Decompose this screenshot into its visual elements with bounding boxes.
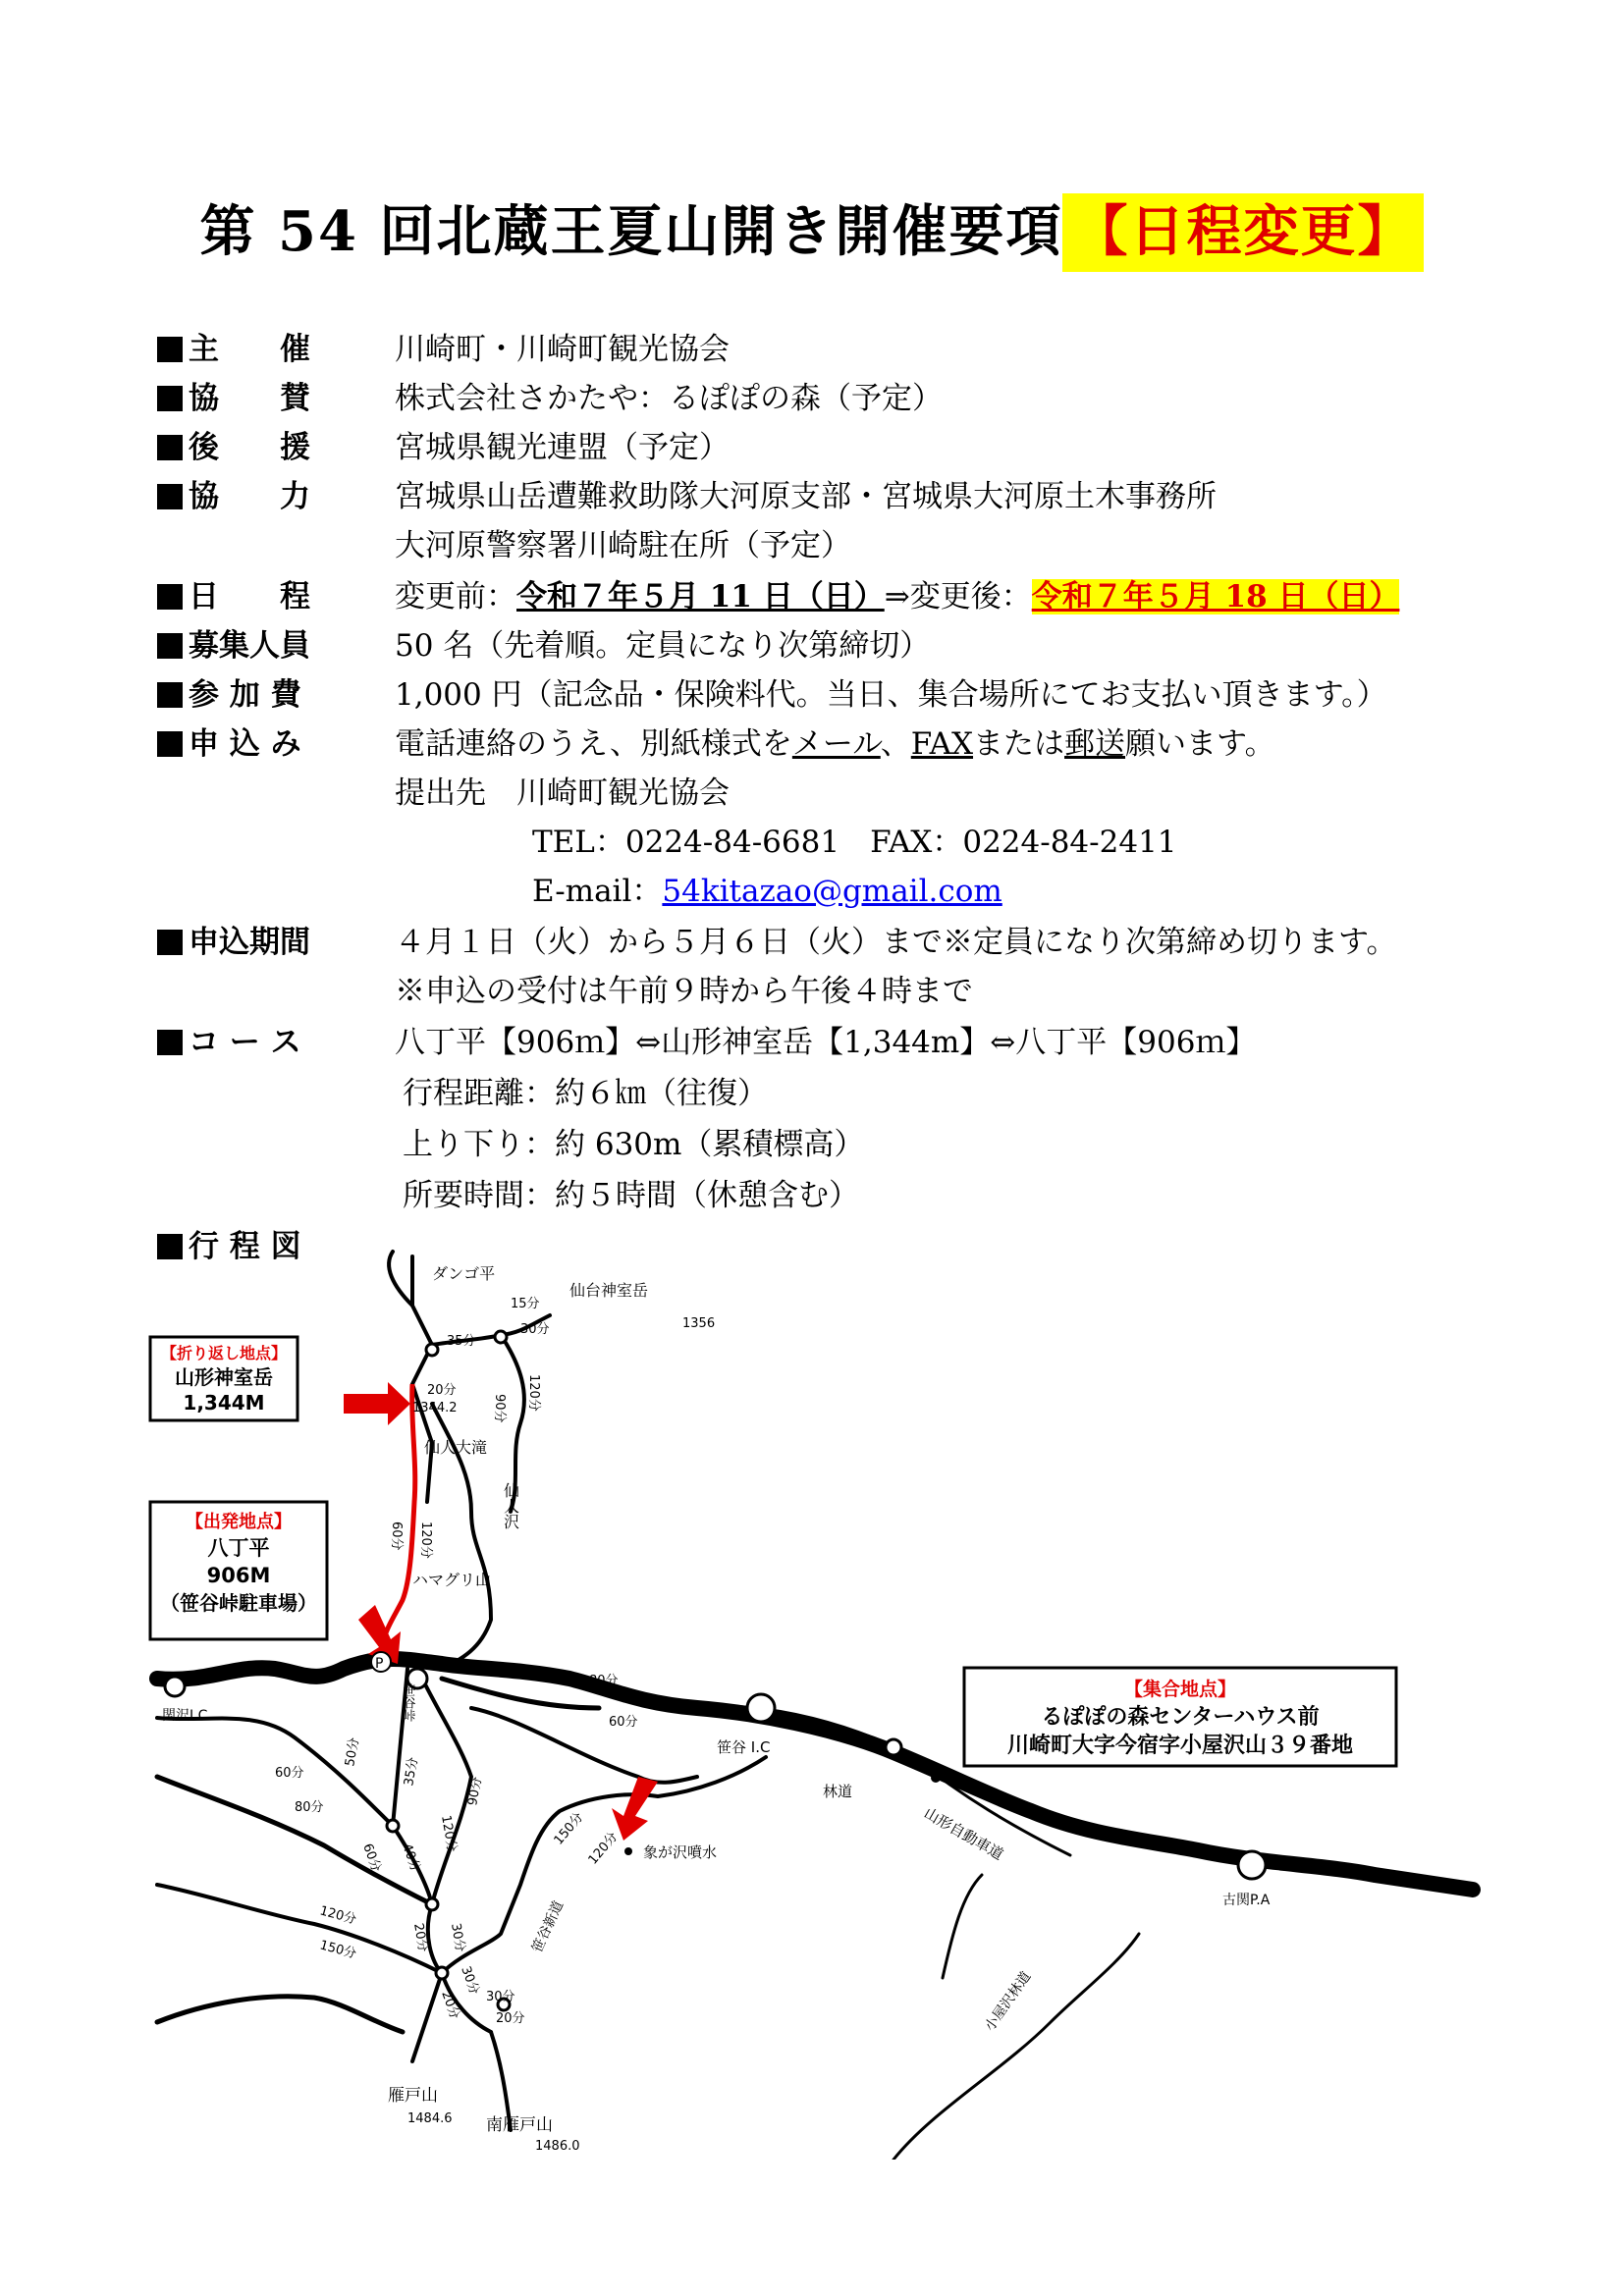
start-box-tag: 【出発地点】: [186, 1512, 292, 1532]
page-title: [0, 188, 1624, 267]
row-apply: [157, 724, 1581, 764]
map-sendai-kamuro: 仙台神室岳: [569, 1281, 649, 1300]
value-coop-2: 大河原警察署川崎駐在所（予定）: [395, 528, 851, 563]
map-minami-ganto: 南雁戸山: [486, 2115, 553, 2135]
meet-box-line2: 川崎町大字今宿字小屋沢山３９番地: [1006, 1734, 1354, 1758]
row-submit: [157, 774, 1581, 813]
arrow-turn-icon: [344, 1382, 410, 1425]
date-after: 令和７年５月 18 日（日）: [1031, 579, 1400, 614]
map-h14846: 1484.6: [407, 2111, 453, 2126]
label-course: コ ー ス: [157, 1023, 373, 1062]
value-tel: TEL：0224-84-6681 FAX：0224-84-2411: [532, 825, 1177, 860]
row-capacity: [157, 626, 1581, 666]
value-distance: 行程距離：約６㎞（往復）: [403, 1076, 768, 1111]
map-time: 120分: [438, 1814, 460, 1853]
road-g: [157, 1885, 442, 1973]
road-b: [157, 1777, 432, 1904]
road-kosawa-2: [893, 1934, 1139, 2160]
map-sasaya-ic: 笹谷 I.C: [717, 1738, 771, 1756]
label-coop: 協 力: [157, 477, 373, 516]
value-submit: 提出先 川崎町観光協会: [395, 775, 730, 811]
row-coop: [157, 477, 1581, 516]
map-h14860: 1486.0: [535, 2139, 580, 2154]
bullet-square-icon: [157, 633, 183, 659]
map-time: 20分: [496, 2011, 525, 2026]
row-tel: [157, 823, 1581, 862]
row-course: [157, 1023, 1581, 1062]
bullet-square-icon: [157, 1030, 183, 1055]
road-l: [471, 1708, 697, 1783]
route-map: [147, 1247, 1492, 2160]
map-time: 80分: [589, 1674, 619, 1688]
bullet-square-icon: [157, 484, 183, 509]
value-period-note: ※申込の受付は午前９時から午後４時まで: [395, 974, 973, 1009]
label-support: 後 援: [157, 428, 373, 467]
arrow-meet-icon: [612, 1777, 658, 1841]
map-time: 90分: [492, 1394, 507, 1423]
value-capacity: 50 名（先着順。定員になり次第締切）: [395, 628, 931, 664]
map-time: 20分: [427, 1383, 457, 1398]
map-h1356: 1356: [682, 1316, 716, 1331]
map-sekizawa: 関沢I.C: [162, 1708, 208, 1724]
value-schedule: 変更前：令和７年５月 11 日（日）⇒変更後：令和７年５月 18 日（日）: [395, 579, 1400, 614]
road-h: [157, 1997, 403, 2032]
map-time: 120分: [585, 1829, 622, 1868]
label-map-heading: 行 程 図: [157, 1227, 373, 1266]
map-sasaya-shindo: 笹谷新道: [529, 1898, 568, 1955]
map-time: 120分: [418, 1522, 433, 1559]
map-time: 50分: [343, 1735, 363, 1768]
row-elevation: [157, 1125, 1581, 1164]
value-support: 宮城県観光連盟（予定）: [395, 430, 730, 465]
map-time: 40分: [399, 1842, 423, 1875]
map-time: 120分: [526, 1374, 541, 1412]
row-sponsor: [157, 379, 1581, 418]
map-time: 150分: [551, 1809, 587, 1848]
label-host: 主 催: [157, 330, 373, 369]
map-time: 80分: [295, 1800, 324, 1815]
map-sasayatoge: 笹谷峠: [400, 1683, 415, 1722]
map-time: 30分: [520, 1322, 550, 1337]
map-time: 30分: [486, 1990, 515, 2004]
label-apply: 申 込 み: [157, 724, 373, 764]
map-time: 30分: [458, 1964, 482, 1998]
turn-box-alt: 1,344M: [183, 1391, 265, 1415]
turn-box-tag: 【折り返し地点】: [160, 1344, 288, 1362]
bullet-square-icon: [157, 584, 183, 610]
row-time: [157, 1176, 1581, 1215]
row-email: [157, 872, 1581, 911]
map-zogasawa: 象が沢噴水: [643, 1843, 718, 1861]
map-time: 60分: [609, 1715, 638, 1730]
road-kosawa: [943, 1875, 982, 1978]
label-schedule: 日 程: [157, 577, 373, 616]
map-time: 60分: [275, 1766, 304, 1781]
bullet-square-icon: [157, 435, 183, 460]
map-sennin-otaki: 仙人大滝: [424, 1438, 488, 1457]
meet-marker: [931, 1773, 941, 1783]
value-time: 所要時間：約５時間（休憩含む）: [403, 1178, 859, 1213]
map-furuseki: 古関P.A: [1222, 1893, 1271, 1908]
map-sennin-sawa: 仙人沢: [501, 1482, 520, 1529]
value-fee: 1,000 円（記念品・保険料代。当日、集合場所にてお支払い頂きます。）: [395, 677, 1387, 713]
value-apply: 電話連絡のうえ、別紙様式をメール、FAXまたは郵送願います。: [395, 726, 1275, 762]
start-box-name: 八丁平: [207, 1536, 270, 1560]
start-box: [150, 1502, 327, 1639]
value-course: 八丁平【906ｍ】⇔山形神室岳【1,344m】⇔八丁平【906ｍ】: [395, 1025, 1257, 1060]
value-elevation: 上り下り：約 630m（累積標高）: [403, 1127, 865, 1162]
map-h13442: 1344.2: [412, 1401, 458, 1415]
map-time: 35分: [402, 1755, 422, 1788]
map-dango: ダンゴ平: [432, 1264, 496, 1283]
meet-box: [964, 1668, 1396, 1766]
value-email: E-mail：54kitazao@gmail.com: [532, 874, 1002, 909]
label-sponsor: 協 賛: [157, 379, 373, 418]
bullet-square-icon: [157, 337, 183, 362]
value-coop: 宮城県山岳遭難救助隊大河原支部・宮城県大河原土木事務所: [395, 479, 1217, 514]
map-parking: P: [375, 1656, 384, 1672]
row-period: [157, 923, 1581, 962]
map-time: 60分: [359, 1842, 384, 1875]
map-hamaguri: ハマグリ山: [412, 1571, 492, 1589]
row-fee: [157, 675, 1581, 715]
turn-box: [150, 1337, 298, 1420]
map-time: 30分: [448, 1922, 467, 1953]
map-time: 20分: [438, 1989, 462, 2022]
value-host: 川崎町・川崎町観光協会: [395, 332, 730, 367]
map-time: 35分: [447, 1334, 476, 1349]
map-rindo: 林道: [823, 1783, 853, 1800]
map-time: 120分: [317, 1903, 358, 1928]
start-box-alt: 906M: [206, 1564, 271, 1587]
map-time: 150分: [317, 1938, 358, 1962]
map-time: 60分: [389, 1522, 404, 1551]
row-schedule: [157, 577, 1581, 616]
road-j: [412, 1973, 442, 2061]
bullet-square-icon: [157, 682, 183, 708]
value-period: ４月１日（火）から５月６日（火）まで※定員になり次第締め切ります。: [395, 925, 1397, 960]
turn-box-name: 山形神室岳: [175, 1365, 273, 1389]
map-time: 90分: [465, 1775, 486, 1807]
title-highlight: 【日程変更】: [1062, 193, 1424, 272]
meet-box-tag: 【集合地点】: [1123, 1679, 1237, 1700]
map-kosawa: 小屋沢林道: [982, 1968, 1035, 2035]
bullet-square-icon: [157, 930, 183, 955]
row-host: [157, 330, 1581, 369]
map-time: 15分: [511, 1297, 540, 1311]
title-main: 第 54 回北蔵王夏山開き開催要項: [199, 199, 1063, 264]
meet-box-line1: るぽぽの森センターハウス前: [1041, 1705, 1320, 1730]
row-support: [157, 428, 1581, 467]
bullet-square-icon: [157, 386, 183, 411]
value-sponsor: 株式会社さかたや：るぽぽの森（予定）: [395, 381, 943, 416]
bullet-square-icon: [157, 731, 183, 757]
map-yamagata-exp: 山形自動車道: [921, 1803, 1006, 1864]
label-capacity: 募集人員: [157, 626, 373, 666]
start-box-sub: （笹谷峠駐車場）: [160, 1591, 317, 1615]
row-distance: [157, 1074, 1581, 1113]
road-f: [442, 1757, 766, 1973]
road-d: [422, 1679, 471, 1904]
zogasawa-marker: [624, 1847, 632, 1855]
trail-nw: [389, 1252, 412, 1306]
email-link[interactable]: 54kitazao@gmail.com: [662, 874, 1002, 909]
row-coop-2: [157, 526, 1581, 565]
map-time: 20分: [410, 1922, 430, 1953]
date-before: 令和７年５月 11 日（日）: [516, 579, 885, 614]
row-period-note: [157, 972, 1581, 1011]
map-ganto: 雁戸山: [388, 2086, 438, 2106]
label-fee: 参 加 費: [157, 675, 373, 715]
label-period: 申込期間: [157, 923, 373, 962]
